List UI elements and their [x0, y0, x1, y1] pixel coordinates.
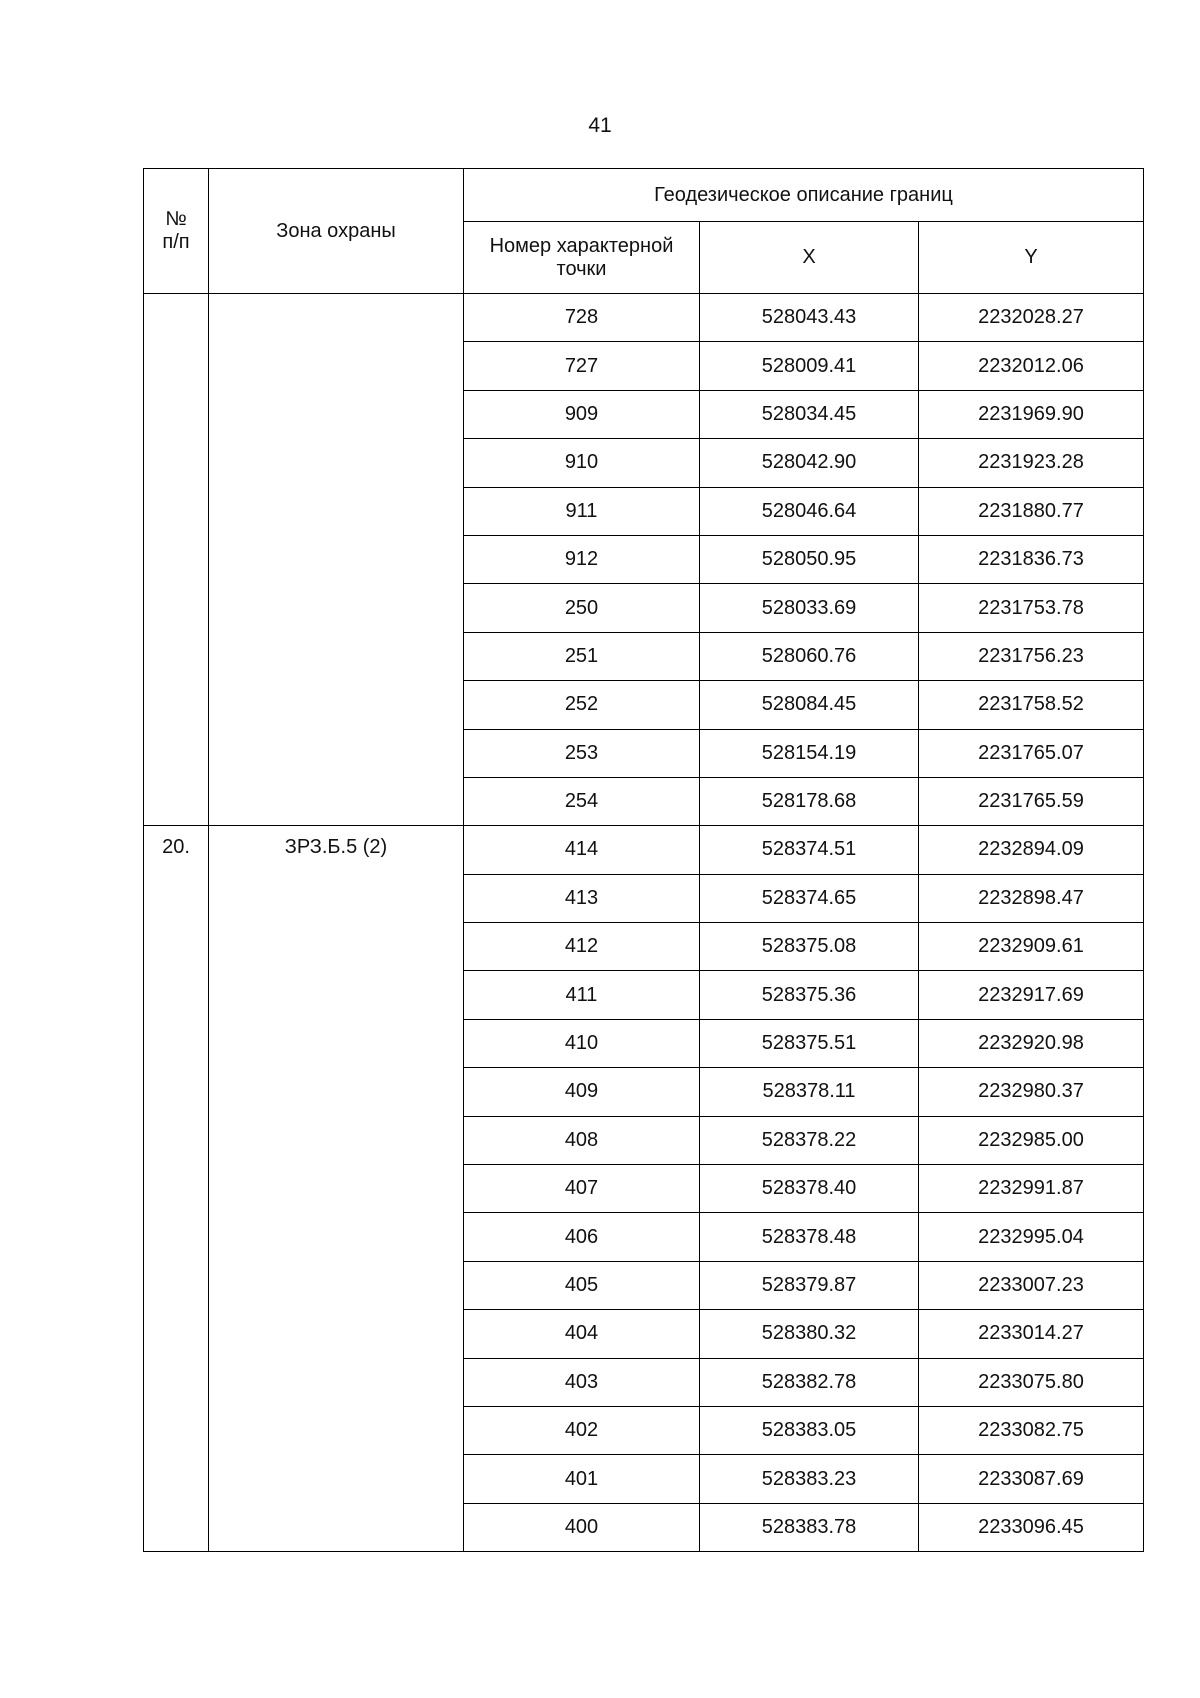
zone-cell: ЗРЗ.Б.5 (2): [209, 826, 464, 1552]
x-coordinate-cell: 528046.64: [700, 487, 919, 535]
x-coordinate-cell: 528034.45: [700, 390, 919, 438]
header-zone: Зона охраны: [209, 169, 464, 294]
point-number-cell: 401: [464, 1455, 700, 1503]
y-coordinate-cell: 2233082.75: [919, 1406, 1144, 1454]
header-row-top: [144, 169, 1144, 222]
point-number-cell: 728: [464, 294, 700, 342]
y-coordinate-cell: 2232985.00: [919, 1116, 1144, 1164]
header-x: X: [700, 222, 919, 294]
x-coordinate-cell: 528380.32: [700, 1310, 919, 1358]
point-number-cell: 911: [464, 487, 700, 535]
point-number-cell: 251: [464, 632, 700, 680]
x-coordinate-cell: 528050.95: [700, 535, 919, 583]
point-number-cell: 410: [464, 1019, 700, 1067]
point-number-cell: 910: [464, 439, 700, 487]
y-coordinate-cell: 2232894.09: [919, 826, 1144, 874]
header-geodesic-description: Геодезическое описание границ: [464, 169, 1144, 222]
y-coordinate-cell: 2231969.90: [919, 390, 1144, 438]
point-number-cell: 252: [464, 681, 700, 729]
point-number-cell: 406: [464, 1213, 700, 1261]
y-coordinate-cell: 2233087.69: [919, 1455, 1144, 1503]
table-body: [144, 169, 1144, 1552]
x-coordinate-cell: 528378.11: [700, 1068, 919, 1116]
point-number-cell: 408: [464, 1116, 700, 1164]
y-coordinate-cell: 2232991.87: [919, 1165, 1144, 1213]
x-coordinate-cell: 528383.23: [700, 1455, 919, 1503]
y-coordinate-cell: 2233096.45: [919, 1503, 1144, 1551]
point-number-cell: 404: [464, 1310, 700, 1358]
y-coordinate-cell: 2231836.73: [919, 535, 1144, 583]
y-coordinate-cell: 2231765.07: [919, 729, 1144, 777]
y-coordinate-cell: 2232909.61: [919, 923, 1144, 971]
point-number-cell: 413: [464, 874, 700, 922]
x-coordinate-cell: 528042.90: [700, 439, 919, 487]
header-number: № п/п: [144, 169, 209, 294]
point-number-cell: 414: [464, 826, 700, 874]
y-coordinate-cell: 2232012.06: [919, 342, 1144, 390]
table-row: [144, 294, 1144, 342]
point-number-cell: 250: [464, 584, 700, 632]
x-coordinate-cell: 528375.08: [700, 923, 919, 971]
x-coordinate-cell: 528060.76: [700, 632, 919, 680]
x-coordinate-cell: 528374.51: [700, 826, 919, 874]
x-coordinate-cell: 528084.45: [700, 681, 919, 729]
row-number-cell: 20.: [144, 826, 209, 1552]
x-coordinate-cell: 528154.19: [700, 729, 919, 777]
x-coordinate-cell: 528178.68: [700, 777, 919, 825]
x-coordinate-cell: 528378.22: [700, 1116, 919, 1164]
x-coordinate-cell: 528378.40: [700, 1165, 919, 1213]
y-coordinate-cell: 2231753.78: [919, 584, 1144, 632]
point-number-cell: 403: [464, 1358, 700, 1406]
x-coordinate-cell: 528043.43: [700, 294, 919, 342]
y-coordinate-cell: 2231756.23: [919, 632, 1144, 680]
x-coordinate-cell: 528009.41: [700, 342, 919, 390]
point-number-cell: 909: [464, 390, 700, 438]
y-coordinate-cell: 2231758.52: [919, 681, 1144, 729]
x-coordinate-cell: 528374.65: [700, 874, 919, 922]
y-coordinate-cell: 2231880.77: [919, 487, 1144, 535]
point-number-cell: 727: [464, 342, 700, 390]
header-point-number: Номер характерной точки: [464, 222, 700, 294]
point-number-cell: 405: [464, 1261, 700, 1309]
x-coordinate-cell: 528375.51: [700, 1019, 919, 1067]
x-coordinate-cell: 528378.48: [700, 1213, 919, 1261]
point-number-cell: 912: [464, 535, 700, 583]
page-number: 41: [588, 114, 612, 137]
zone-cell: [209, 294, 464, 826]
y-coordinate-cell: 2232917.69: [919, 971, 1144, 1019]
row-number-cell: [144, 294, 209, 826]
y-coordinate-cell: 2231923.28: [919, 439, 1144, 487]
point-number-cell: 400: [464, 1503, 700, 1551]
point-number-cell: 409: [464, 1068, 700, 1116]
point-number-cell: 411: [464, 971, 700, 1019]
x-coordinate-cell: 528379.87: [700, 1261, 919, 1309]
y-coordinate-cell: 2231765.59: [919, 777, 1144, 825]
point-number-cell: 254: [464, 777, 700, 825]
point-number-cell: 402: [464, 1406, 700, 1454]
geodesic-boundaries-table: [143, 168, 1144, 1552]
y-coordinate-cell: 2233014.27: [919, 1310, 1144, 1358]
y-coordinate-cell: 2232898.47: [919, 874, 1144, 922]
x-coordinate-cell: 528375.36: [700, 971, 919, 1019]
y-coordinate-cell: 2233075.80: [919, 1358, 1144, 1406]
header-y: Y: [919, 222, 1144, 294]
y-coordinate-cell: 2232028.27: [919, 294, 1144, 342]
y-coordinate-cell: 2233007.23: [919, 1261, 1144, 1309]
y-coordinate-cell: 2232920.98: [919, 1019, 1144, 1067]
table-row: [144, 826, 1144, 874]
point-number-cell: 412: [464, 923, 700, 971]
point-number-cell: 253: [464, 729, 700, 777]
point-number-cell: 407: [464, 1165, 700, 1213]
y-coordinate-cell: 2232980.37: [919, 1068, 1144, 1116]
y-coordinate-cell: 2232995.04: [919, 1213, 1144, 1261]
x-coordinate-cell: 528033.69: [700, 584, 919, 632]
x-coordinate-cell: 528383.05: [700, 1406, 919, 1454]
x-coordinate-cell: 528382.78: [700, 1358, 919, 1406]
x-coordinate-cell: 528383.78: [700, 1503, 919, 1551]
